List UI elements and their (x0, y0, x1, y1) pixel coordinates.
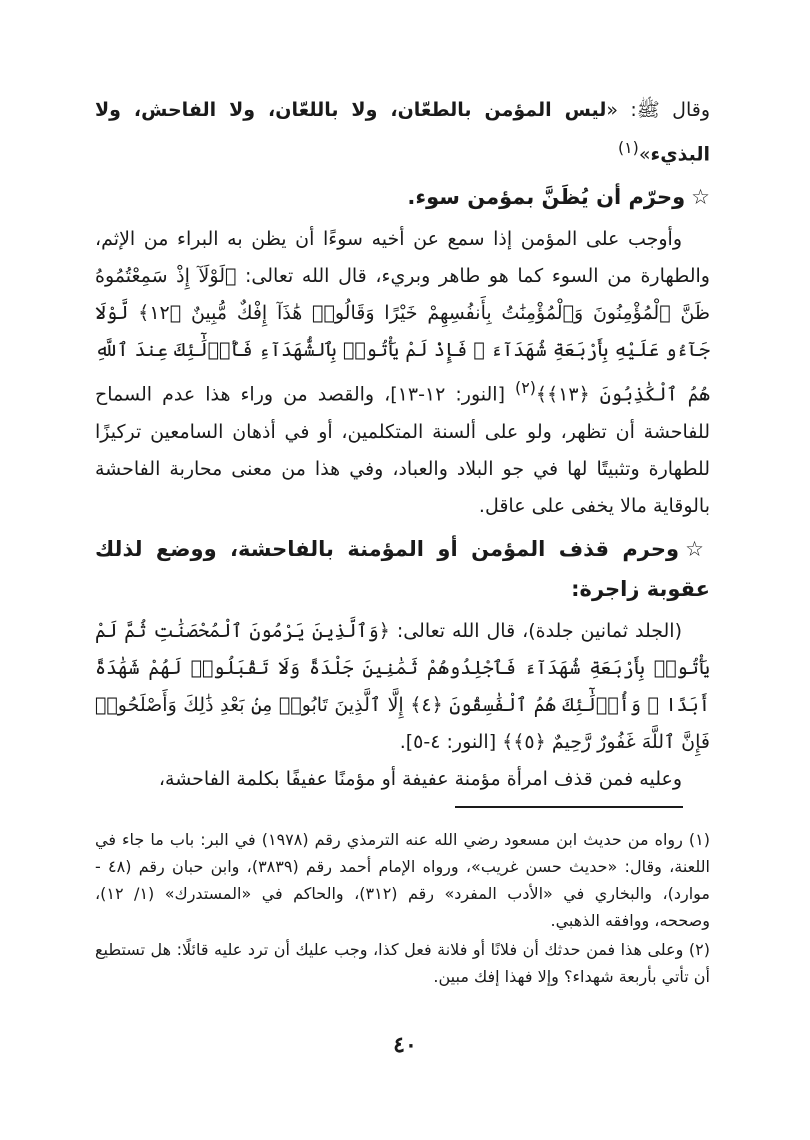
quran-verse-nur-12-13: ﴿لَوْلَآ إِذْ سَمِعْتُمُوهُ ظَنَّ ٱلْمُؤْمِنُونَ وَٱلْمُؤْمِنَٰتُ بِأَنفُسِهِمْ خَيْرًا وَقَالُوا۟ هَٰذَآ إِفْكٌ مُّبِينٌ ﴿١٢﴾ لَّوْلَا جَآءُو عَلَيْهِ بِأَرْبَعَةِ شُهَدَآءَ ۚ فَإِذْ لَمْ يَأْتُوا۟ بِٱلشُّهَدَآءِ فَأُو۟لَٰٓئِكَ عِندَ ٱللَّهِ هُمُ ٱلْكَٰذِبُونَ ﴿١٣﴾﴾ (95, 265, 710, 406)
footnote-1-marker: (١) (688, 830, 711, 849)
footnote-2 (95, 936, 710, 990)
footnote-divider (455, 806, 683, 808)
star-icon: ☆ (691, 185, 710, 210)
page-body (95, 92, 710, 798)
heading-slander-text: وحرم قذف المؤمن أو المؤمنة بالفاحشة، ووضع لذلك عقوبة زاجرة: (95, 536, 710, 601)
hadith-close: » (638, 143, 651, 166)
footnote-1 (95, 826, 710, 934)
paragraph-punishment-intro: (الجلد ثمانين جلدة)، قال الله تعالى: (389, 619, 682, 642)
heading-suspicion (95, 177, 710, 217)
hadith-intro: وقال ﷺ: « (606, 99, 710, 121)
footnote-2-marker: (٢) (688, 940, 710, 959)
paragraph-consequence: وعليه فمن قذف امرأة مؤمنة عفيفة أو مؤمنًا عفيفًا بكلمة الفاحشة، (158, 767, 682, 790)
star-icon: ☆ (685, 536, 710, 561)
heading-suspicion-text: وحرّم أن يُظَنَّ بمؤمن سوء. (407, 185, 686, 210)
quran-verse-nur-4-5: ﴿وَٱلَّذِينَ يَرْمُونَ ٱلْمُحْصَنَٰتِ ثُمَّ لَمْ يَأْتُوا۟ بِأَرْبَعَةِ شُهَدَآءَ فَٱجْلِدُوهُمْ ثَمَٰنِينَ جَلْدَةً وَلَا تَقْبَلُوا۟ لَهُمْ شَهَٰدَةً أَبَدًا ۚ وَأُو۟لَٰٓئِكَ هُمُ ٱلْفَٰسِقُونَ ﴿٤﴾ إِلَّا ٱلَّذِينَ تَابُوا۟ مِنۢ بَعْدِ ذَٰلِكَ وَأَصْلَحُوا۟ فَإِنَّ ٱللَّهَ غَفُورٌ رَّحِيمٌ ﴿٥﴾﴾ (95, 619, 710, 753)
paragraph-suspicion-rest: [النور: ١٢-١٣]، والقصد من وراء هذا عدم السماح للفاحشة أن تظهر، ولو على ألسنة المتكلمين، أو في أذهان السامعين تركيزًا للطهارة وتثبيتًا لها في جو البلاد والعباد، وفي هذا من معنى محاربة الفاحشة بالوقاية مالا يخفى على عاقل. (95, 383, 710, 517)
hadith-quote: ليس المؤمن بالطعّان، ولا باللعّان، ولا الفاحش، ولا البذيء (95, 99, 710, 166)
footnote-ref-1: (١) (617, 138, 639, 157)
paragraph-hadith (95, 92, 710, 173)
footnote-2-text: وعلى هذا فمن حدثك أن فلانًا أو فلانة فعل كذا، وجب عليك أن ترد عليه قائلًا: هل تستطيع أن تأتي بأربعة شهداء؟ وإلا فهذا إفك مبين. (95, 940, 710, 986)
paragraph-suspicion (95, 221, 710, 524)
paragraph-suspicion-intro: وأوجب على المؤمن إذا سمع عن أخيه سوءًا أن يظن به البراء من الإثم، والطهارة من السوء كما هو طاهر وبريء، قال الله تعالى: (95, 228, 710, 288)
paragraph-punishment-rest: [النور: ٤-٥]. (399, 730, 503, 753)
footnote-1-text: رواه من حديث ابن مسعود رضي الله عنه الترمذي رقم (١٩٧٨) في البر: باب ما جاء في اللعنة، وقال: «حديث حسن غريب»، ورواه الإمام أحمد رقم (٣٨٣٩)، وابن حبان رقم (٤٨ - موارد)، والبخاري في «الأدب المفرد» رقم (٣١٢)، والحاكم في «المستدرك» (١/ ١٢)، وصححه، ووافقه الذهبي. (95, 830, 711, 930)
paragraph-punishment (95, 613, 710, 761)
footnotes (95, 826, 710, 992)
footnote-ref-2: (٢) (515, 378, 536, 398)
heading-slander (95, 529, 710, 609)
page-number: ٤٠ (393, 1032, 417, 1058)
